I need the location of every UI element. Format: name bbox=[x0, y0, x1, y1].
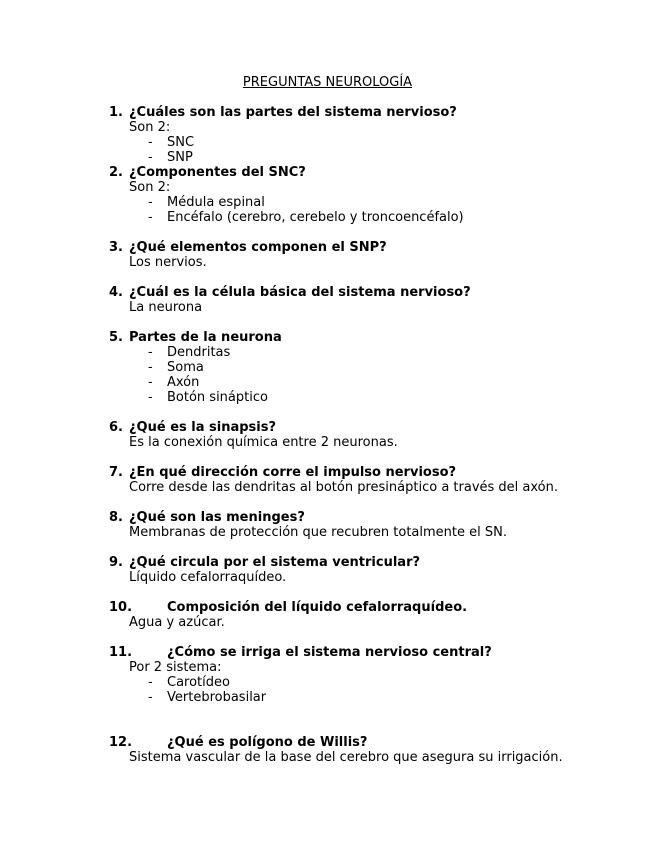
list-item: Soma bbox=[167, 360, 204, 375]
answer-text: Son 2: bbox=[129, 180, 171, 195]
bullet-dash: - bbox=[148, 195, 153, 210]
question-9 bbox=[0, 555, 655, 585]
bullet-dash: - bbox=[148, 210, 153, 225]
document-title: PREGUNTAS NEUROLOGÍA bbox=[242, 75, 413, 90]
question-number: 11. bbox=[109, 645, 133, 660]
list-item: Vertebrobasilar bbox=[167, 690, 267, 705]
bullet-dash: - bbox=[148, 375, 153, 390]
question-number: 1. bbox=[109, 105, 123, 120]
answer-text: Corre desde las dendritas al botón presináptico a través del axón. bbox=[129, 480, 559, 495]
answer-text: Líquido cefalorraquídeo. bbox=[129, 570, 287, 585]
list-item: Botón sináptico bbox=[167, 390, 268, 405]
question-text: ¿Cuál es la célula básica del sistema nervioso? bbox=[129, 285, 471, 300]
question-11 bbox=[0, 645, 655, 705]
list-item: Carotídeo bbox=[167, 675, 230, 690]
question-number: 4. bbox=[109, 285, 123, 300]
answer-text: Membranas de protección que recubren totalmente el SN. bbox=[129, 525, 507, 540]
question-8 bbox=[0, 510, 655, 540]
answer-text: Sistema vascular de la base del cerebro que asegura su irrigación. bbox=[129, 750, 563, 765]
question-3 bbox=[0, 240, 655, 270]
question-6 bbox=[0, 420, 655, 450]
list-item: Encéfalo (cerebro, cerebelo y troncoencéfalo) bbox=[167, 210, 464, 225]
question-text: ¿Qué es la sinapsis? bbox=[129, 420, 277, 435]
list-item: Médula espinal bbox=[167, 195, 265, 210]
question-text: ¿Qué son las meninges? bbox=[129, 510, 305, 525]
question-number: 5. bbox=[109, 330, 123, 345]
question-number: 8. bbox=[109, 510, 123, 525]
question-text: Partes de la neurona bbox=[129, 330, 282, 345]
question-12 bbox=[0, 735, 655, 765]
question-2 bbox=[0, 165, 655, 225]
question-text: Composición del líquido cefalorraquídeo. bbox=[167, 600, 468, 615]
question-text: ¿En qué dirección corre el impulso nervioso? bbox=[129, 465, 457, 480]
answer-text: Por 2 sistema: bbox=[129, 660, 222, 675]
question-5 bbox=[0, 330, 655, 405]
question-number: 10. bbox=[109, 600, 133, 615]
question-text: ¿Qué es polígono de Willis? bbox=[167, 735, 368, 750]
answer-text: Los nervios. bbox=[129, 255, 207, 270]
answer-text: Agua y azúcar. bbox=[129, 615, 225, 630]
bullet-dash: - bbox=[148, 675, 153, 690]
question-text: ¿Qué circula por el sistema ventricular? bbox=[129, 555, 421, 570]
bullet-dash: - bbox=[148, 390, 153, 405]
question-text: ¿Qué elementos componen el SNP? bbox=[129, 240, 387, 255]
bullet-dash: - bbox=[148, 690, 153, 705]
question-text: ¿Componentes del SNC? bbox=[129, 165, 306, 180]
question-number: 7. bbox=[109, 465, 123, 480]
question-4 bbox=[0, 285, 655, 315]
answer-text: Es la conexión química entre 2 neuronas. bbox=[129, 435, 398, 450]
question-number: 6. bbox=[109, 420, 123, 435]
bullet-dash: - bbox=[148, 150, 153, 165]
question-number: 9. bbox=[109, 555, 123, 570]
question-text: ¿Cuáles son las partes del sistema nervioso? bbox=[129, 105, 457, 120]
bullet-dash: - bbox=[148, 345, 153, 360]
question-number: 2. bbox=[109, 165, 123, 180]
question-number: 12. bbox=[109, 735, 133, 750]
answer-text: Son 2: bbox=[129, 120, 171, 135]
question-7 bbox=[0, 465, 655, 495]
question-1 bbox=[0, 105, 655, 165]
question-10 bbox=[0, 600, 655, 630]
list-item: SNP bbox=[167, 150, 193, 165]
question-text: ¿Cómo se irriga el sistema nervioso central? bbox=[167, 645, 492, 660]
bullet-dash: - bbox=[148, 360, 153, 375]
question-number: 3. bbox=[109, 240, 123, 255]
bullet-dash: - bbox=[148, 135, 153, 150]
list-item: Axón bbox=[167, 375, 200, 390]
list-item: Dendritas bbox=[167, 345, 231, 360]
answer-text: La neurona bbox=[129, 300, 203, 315]
list-item: SNC bbox=[167, 135, 195, 150]
